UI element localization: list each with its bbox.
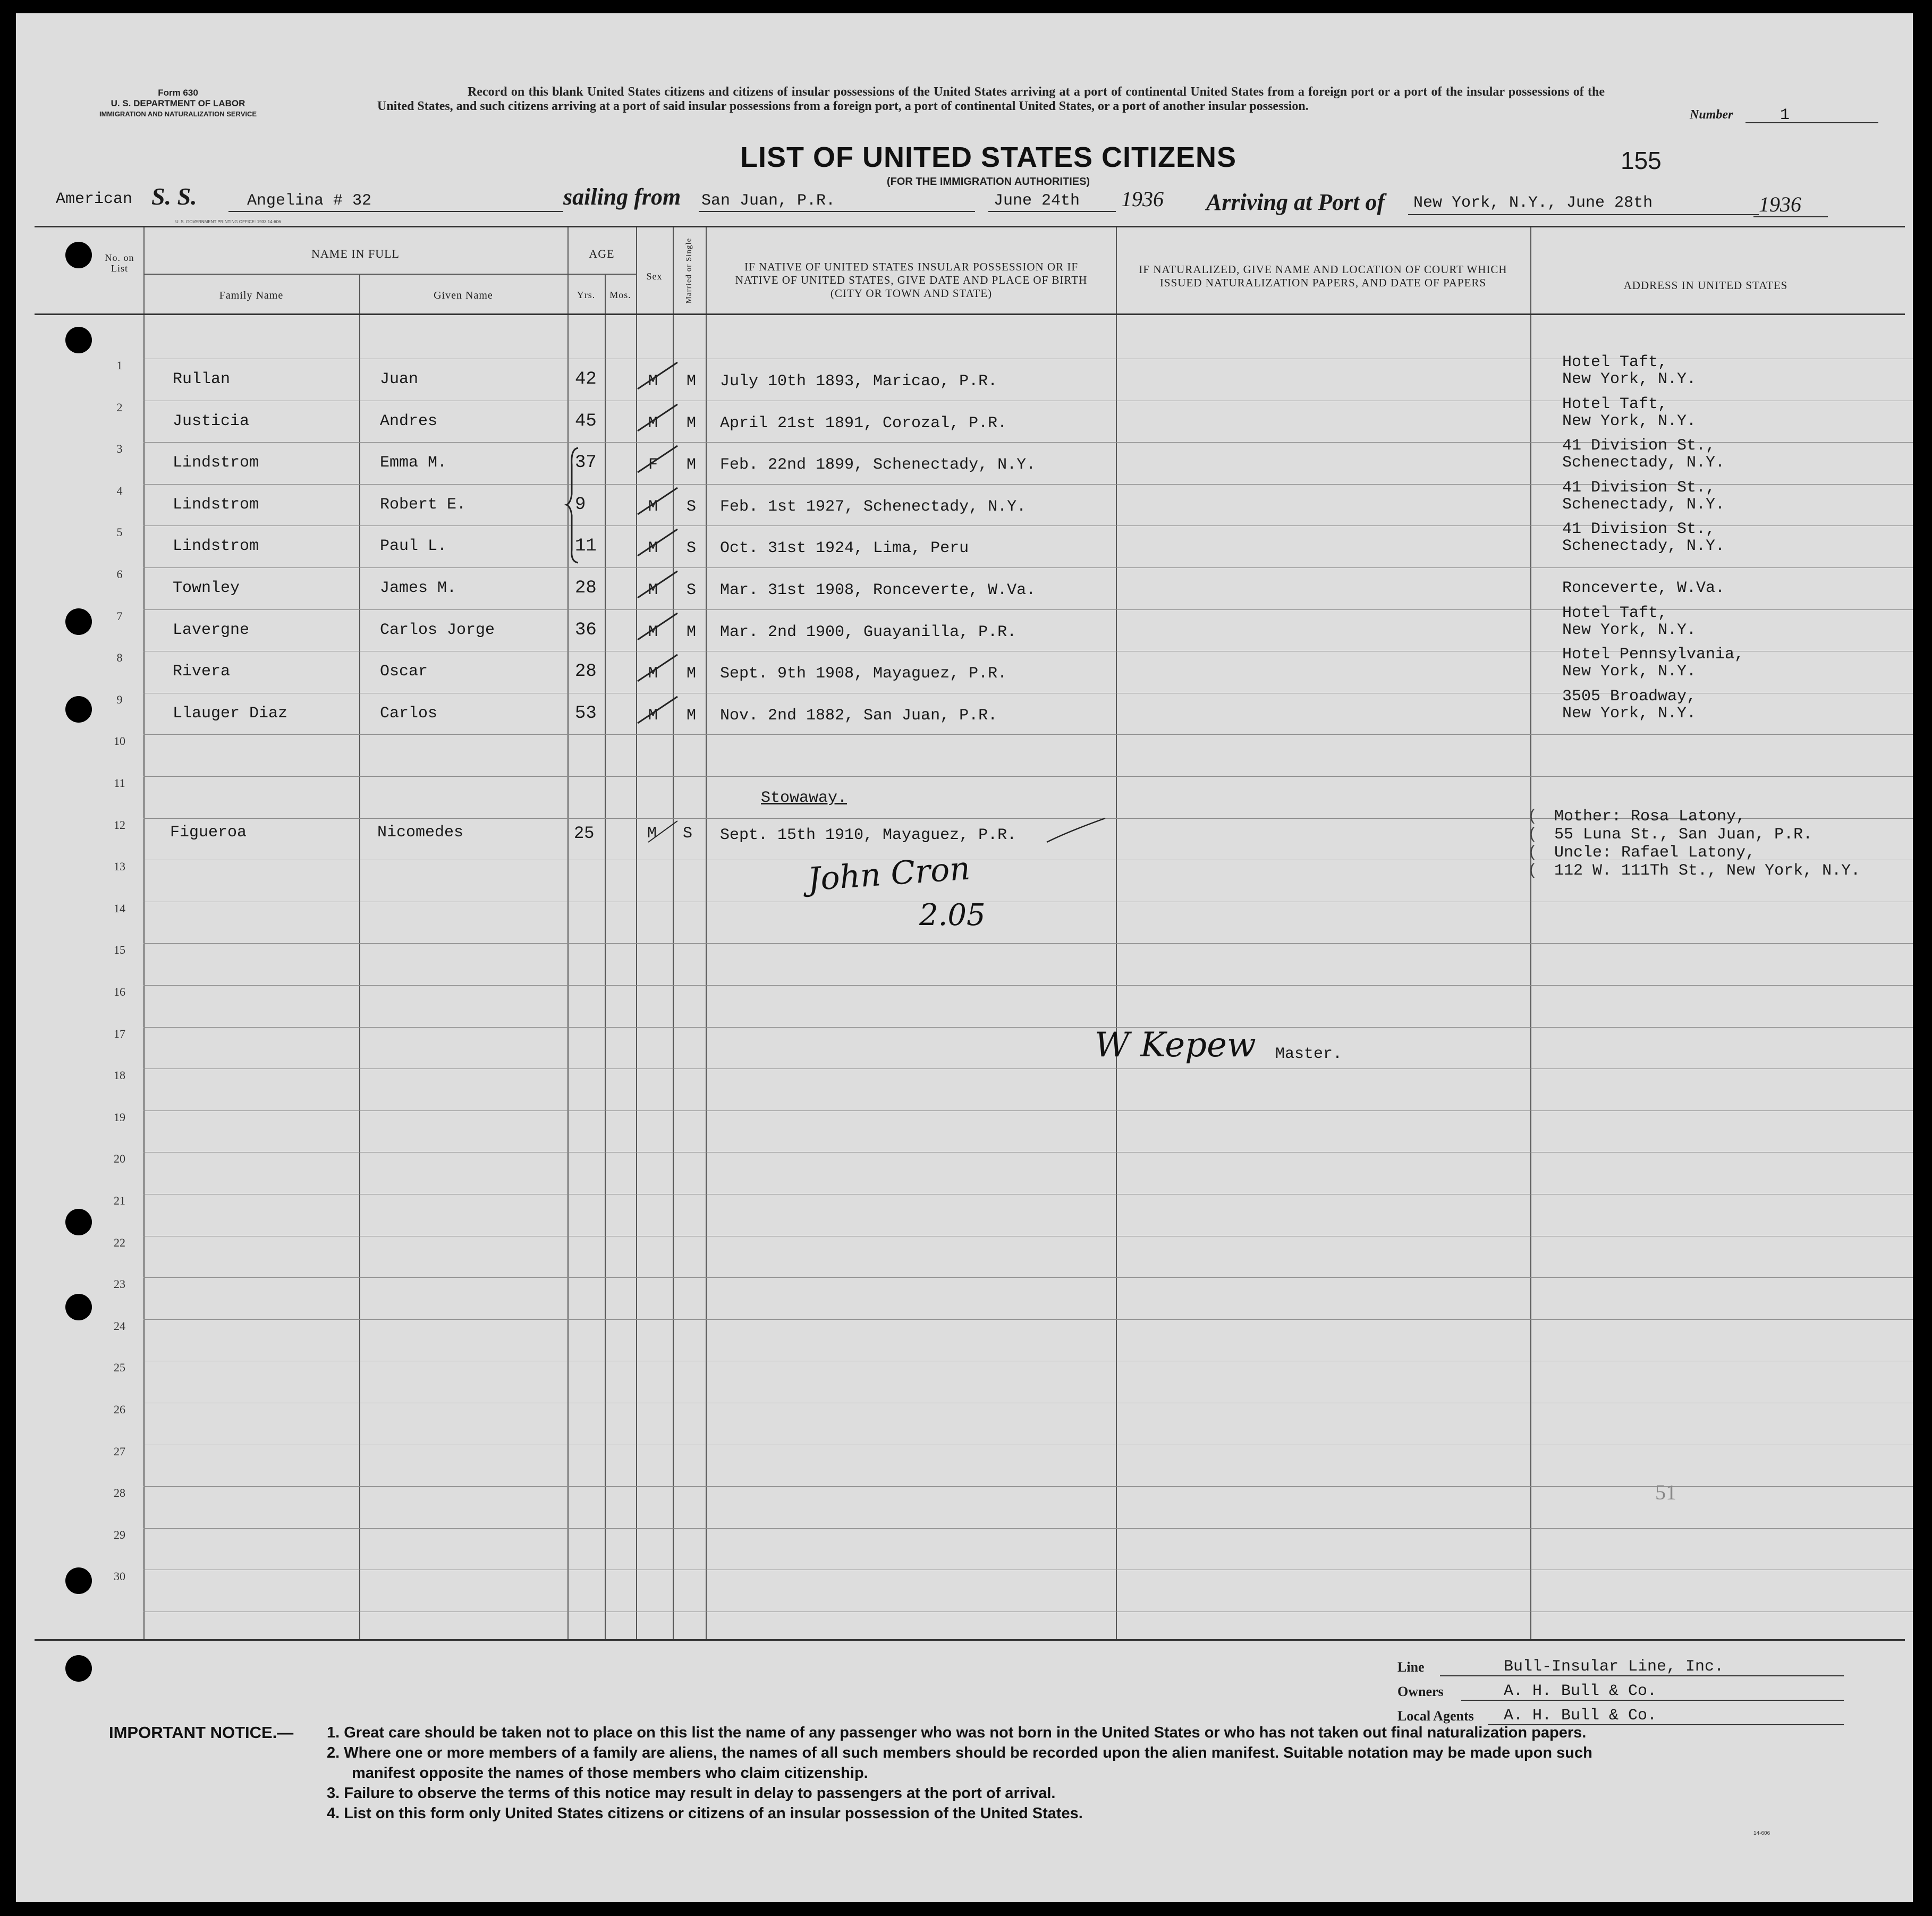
address-line-2: Ronceverte, W.Va. — [1562, 579, 1725, 597]
age-years: 37 — [575, 453, 597, 473]
birth-info: Mar. 31st 1908, Ronceverte, W.Va. — [720, 581, 1036, 599]
row-number: 2 — [116, 401, 123, 414]
row-number: 23 — [114, 1277, 125, 1291]
marital-status: S — [687, 498, 697, 516]
given-name: Juan — [380, 370, 419, 388]
row-number: 6 — [116, 567, 123, 581]
sailing-label: sailing from — [563, 184, 681, 210]
birth-info: Oct. 31st 1924, Lima, Peru — [720, 539, 969, 557]
ruled-line — [143, 734, 1913, 735]
age-years: 53 — [575, 703, 597, 724]
marital-status: M — [687, 707, 697, 725]
col-header-naturalized: IF NATURALIZED, GIVE NAME AND LOCATION OF COURT WHICH ISSUED NATURALIZATION PAPERS, AND DATE OF PAPERS — [1139, 263, 1507, 289]
stowaway-sex: M — [647, 825, 657, 843]
given-name: Andres — [380, 412, 438, 430]
row-number: 22 — [114, 1236, 125, 1249]
row-number: 7 — [116, 609, 123, 623]
master-label: Master. — [1275, 1045, 1343, 1063]
ss-label: S. S. — [151, 183, 197, 210]
col-header-married: Married or Single — [684, 238, 693, 303]
from-port: San Juan, P.R. — [701, 192, 836, 210]
sail-year: 1936 — [1121, 187, 1164, 211]
stowaway-address-line: 55 Luna St., San Juan, P.R. — [1554, 826, 1813, 844]
row-number: 15 — [114, 943, 125, 956]
given-name: Emma M. — [380, 454, 447, 472]
punch-hole — [65, 327, 92, 353]
row-number: 9 — [116, 693, 123, 706]
manifest-sheet — [16, 13, 1913, 1902]
given-name: Carlos Jorge — [380, 621, 495, 639]
marital-status: S — [687, 539, 697, 557]
address-line-1: 41 Division St., — [1562, 437, 1716, 455]
sex: M — [648, 498, 658, 516]
marital-status: S — [687, 581, 697, 599]
punch-hole — [65, 1294, 92, 1320]
col-header-sex: Sex — [646, 271, 663, 282]
row-number: 29 — [114, 1528, 125, 1541]
handwritten-name: John Cron — [806, 850, 971, 898]
address-line-2: Schenectady, N.Y. — [1562, 537, 1725, 555]
check-mark — [627, 482, 685, 520]
agents-value: A. H. Bull & Co. — [1504, 1707, 1657, 1725]
family-name: Lindstrom — [173, 496, 259, 514]
check-mark — [627, 399, 685, 436]
birth-info: Feb. 1st 1927, Schenectady, N.Y. — [720, 498, 1027, 516]
col-header-name-in-full: NAME IN FULL — [311, 247, 400, 260]
punch-hole — [65, 608, 92, 635]
check-mark — [627, 524, 685, 561]
owners-label: Owners — [1397, 1684, 1444, 1699]
address-line-1: 41 Division St., — [1562, 479, 1716, 497]
service-name: IMMIGRATION AND NATURALIZATION SERVICE — [99, 110, 257, 118]
arriving-label: Arriving at Port of — [1206, 189, 1385, 215]
form-number: Form 630 — [158, 88, 198, 98]
arrival-year: 1936 — [1759, 192, 1801, 216]
check-stroke — [638, 571, 677, 598]
birth-info: Sept. 9th 1908, Mayaguez, P.R. — [720, 665, 1007, 683]
birth-info: April 21st 1891, Corozal, P.R. — [720, 414, 1007, 433]
sex: M — [648, 372, 658, 391]
sex: F — [648, 456, 658, 474]
family-bracket — [563, 444, 584, 566]
row-number: 21 — [114, 1194, 125, 1207]
ruled-line — [143, 985, 1913, 986]
given-name: Carlos — [380, 705, 438, 723]
stowaway-pen-marks — [632, 816, 1111, 847]
nationality: American — [56, 190, 133, 208]
stowaway-address-line: 112 W. 111Th St., New York, N.Y. — [1554, 862, 1861, 880]
row-number: 4 — [116, 484, 123, 497]
row-number: 20 — [114, 1152, 125, 1165]
punch-hole — [65, 1655, 92, 1682]
sex: M — [648, 539, 658, 557]
notice-line: 1. Great care should be taken not to place on this list the name of any passenger who was not born in the United States or who has not taken out final naturalization papers. — [327, 1724, 1587, 1741]
stowaway-address-line: Uncle: Rafael Latony, — [1554, 844, 1756, 862]
line-label: Line — [1397, 1659, 1425, 1675]
age-years: 11 — [575, 536, 597, 556]
row-number: 14 — [114, 902, 125, 915]
notice-line: 4. List on this form only United States citizens or citizens of an insular possession of the United States. — [327, 1805, 1083, 1822]
punch-hole — [65, 1209, 92, 1235]
age-years: 9 — [575, 495, 586, 515]
ruled-line — [143, 776, 1913, 777]
col-header-yrs: Yrs. — [577, 290, 596, 300]
given-name: Oscar — [380, 663, 428, 681]
check-stroke — [638, 613, 677, 640]
stowaway-family-name: Figueroa — [170, 824, 247, 842]
row-number: 5 — [116, 525, 123, 539]
col-header-mos: Mos. — [609, 290, 631, 300]
address-line-1: Hotel Pennsylvania, — [1562, 646, 1744, 664]
table-bottom-border — [35, 1639, 1905, 1641]
owners-value: A. H. Bull & Co. — [1504, 1682, 1657, 1700]
arrival-port-date: New York, N.Y., June 28th — [1413, 194, 1653, 212]
page-stamp: 155 — [1621, 147, 1662, 174]
address-line-2: New York, N.Y. — [1562, 705, 1697, 723]
check-stroke — [638, 446, 677, 472]
family-name: Rullan — [173, 370, 231, 388]
address-parentheses: ( ( ( ( — [1528, 808, 1538, 880]
check-mark — [627, 649, 685, 686]
ruled-line — [143, 1486, 1913, 1487]
notice-heading: IMPORTANT NOTICE.— — [109, 1723, 294, 1742]
stowaway-birth: Sept. 15th 1910, Mayaguez, P.R. — [720, 826, 1017, 844]
ruled-line — [143, 1110, 1913, 1111]
line-value: Bull-Insular Line, Inc. — [1504, 1658, 1724, 1676]
stowaway-address — [1554, 808, 1860, 880]
handwritten-number: 2.05 — [919, 898, 986, 932]
punch-hole — [65, 242, 92, 268]
sex: M — [648, 665, 658, 683]
check-stroke — [638, 697, 677, 723]
check-stroke — [638, 404, 677, 431]
check-stroke — [638, 655, 677, 681]
given-name: James M. — [380, 579, 457, 597]
master-signature: W Kepew — [1095, 1025, 1256, 1065]
row-number: 30 — [114, 1570, 125, 1583]
family-name: Llauger Diaz — [173, 705, 288, 723]
address-line-1: Hotel Taft, — [1562, 604, 1668, 622]
punch-hole — [65, 1567, 92, 1594]
birth-info: July 10th 1893, Maricao, P.R. — [720, 372, 998, 391]
check-mark — [627, 357, 685, 394]
family-name: Townley — [173, 579, 240, 597]
department-name: U. S. DEPARTMENT OF LABOR — [111, 98, 245, 108]
agents-label: Local Agents — [1397, 1708, 1474, 1724]
ruled-line — [143, 1528, 1913, 1529]
row-number: 24 — [114, 1319, 125, 1333]
address-line-2: New York, N.Y. — [1562, 663, 1697, 681]
notice-line: 2. Where one or more members of a family are aliens, the names of all such members should be recorded upon the alien manifest. Suitable notation may be made upon such — [327, 1744, 1592, 1761]
marital-status: M — [687, 414, 697, 433]
instructions-text: Record on this blank United States citizens and citizens of insular possessions of the United States arriving at a port of continental United States from a foreign port or a port of the insular possessions of the United States, and such citizens arriving at a port of said insular possessions from a foreign port, a port of continental United States, or a port of another insular possession. — [377, 85, 1605, 113]
age-years: 28 — [575, 578, 597, 598]
col-header-given-name: Given Name — [434, 290, 493, 301]
address-line-2: Schenectady, N.Y. — [1562, 454, 1725, 472]
row-number: 1 — [116, 359, 123, 372]
table-top-border — [35, 226, 1905, 227]
marital-status: M — [687, 456, 697, 474]
stowaway-given-name: Nicomedes — [377, 824, 464, 842]
check-mark — [627, 608, 685, 645]
family-name: Lindstrom — [173, 454, 259, 472]
row-number: 16 — [114, 985, 125, 998]
address-line-1: Hotel Taft, — [1562, 395, 1668, 413]
check-mark — [627, 440, 685, 478]
address-line-2: New York, N.Y. — [1562, 412, 1697, 430]
ruled-line — [143, 1277, 1913, 1278]
family-name: Lindstrom — [173, 537, 259, 555]
age-years: 42 — [575, 369, 597, 389]
row-number: 8 — [116, 651, 123, 664]
printer-note: U. S. GOVERNMENT PRINTING OFFICE: 1933 14-606 — [175, 219, 281, 224]
address-line-1: 3505 Broadway, — [1562, 688, 1697, 706]
ruled-line — [143, 943, 1913, 944]
age-years: 36 — [575, 620, 597, 640]
punch-hole — [65, 696, 92, 723]
address-line-2: New York, N.Y. — [1562, 621, 1697, 639]
family-name: Rivera — [173, 663, 231, 681]
ruled-line — [143, 1319, 1913, 1320]
given-name: Paul L. — [380, 537, 447, 555]
check-mark — [627, 691, 685, 728]
family-name: Justicia — [173, 412, 250, 430]
sex: M — [648, 581, 658, 599]
col-header-birth: IF NATIVE OF UNITED STATES INSULAR POSSESSION OR IF NATIVE OF UNITED STATES, GIVE DATE AND PLACE OF BIRTH (CITY OR TOWN AND STATE) — [735, 260, 1088, 300]
form-identification — [96, 88, 260, 120]
col-header-age: AGE — [589, 247, 615, 260]
sex: M — [648, 414, 658, 433]
row-number: 18 — [114, 1069, 125, 1082]
age-years: 45 — [575, 411, 597, 431]
birth-info: Mar. 2nd 1900, Guayanilla, P.R. — [720, 623, 1017, 641]
col-header-family-name: Family Name — [219, 290, 284, 301]
marital-status: M — [687, 665, 697, 683]
sex: M — [648, 707, 658, 725]
number-value: 1 — [1780, 106, 1790, 124]
row-number: 13 — [114, 860, 125, 873]
page-subtitle: (FOR THE IMMIGRATION AUTHORITIES) — [886, 176, 1090, 188]
row-number: 28 — [114, 1486, 125, 1499]
corner-mark: 51 — [1655, 1480, 1676, 1504]
family-name: Lavergne — [173, 621, 250, 639]
check-stroke — [638, 362, 677, 389]
stowaway-address-line: Mother: Rosa Latony, — [1554, 808, 1746, 826]
given-name: Robert E. — [380, 496, 467, 514]
notice-line: 3. Failure to observe the terms of this notice may result in delay to passengers at the port of arrival. — [327, 1785, 1056, 1802]
sail-date: June 24th — [994, 192, 1080, 210]
marital-status: M — [687, 372, 697, 391]
check-mark — [627, 566, 685, 603]
check-stroke — [638, 488, 677, 514]
row-number: 3 — [116, 442, 123, 455]
ruled-line — [143, 567, 1913, 568]
stowaway-label: Stowaway. — [761, 789, 848, 807]
address-line-2: Schenectady, N.Y. — [1562, 496, 1725, 514]
vessel-name: Angelina # 32 — [247, 192, 372, 210]
age-years: 28 — [575, 662, 597, 682]
notice-line: manifest opposite the names of those members who claim citizenship. — [352, 1765, 868, 1782]
col-header-married-wrap — [673, 228, 706, 312]
col-header-address: ADDRESS IN UNITED STATES — [1623, 279, 1788, 292]
number-label: Number — [1690, 108, 1733, 122]
address-line-1: Hotel Taft, — [1562, 353, 1668, 371]
col-header-no: No. on List — [105, 252, 134, 274]
address-line-2: New York, N.Y. — [1562, 370, 1697, 388]
bottom-code: 14-606 — [1753, 1830, 1770, 1836]
marital-status: M — [687, 623, 697, 641]
birth-info: Feb. 22nd 1899, Schenectady, N.Y. — [720, 456, 1036, 474]
page-title: LIST OF UNITED STATES CITIZENS — [740, 141, 1236, 173]
check-stroke — [638, 529, 677, 556]
row-number: 11 — [114, 776, 125, 790]
row-number: 10 — [114, 734, 125, 748]
address-line-1: 41 Division St., — [1562, 520, 1716, 538]
stowaway-marital: S — [683, 825, 693, 843]
row-number: 26 — [114, 1403, 125, 1416]
row-number: 17 — [114, 1027, 125, 1040]
row-number: 27 — [114, 1445, 125, 1458]
row-number: 25 — [114, 1361, 125, 1374]
birth-info: Nov. 2nd 1882, San Juan, P.R. — [720, 707, 998, 725]
stowaway-age: 25 — [574, 824, 595, 843]
row-number: 19 — [114, 1110, 125, 1124]
row-number: 12 — [114, 818, 125, 832]
ruled-line — [143, 1027, 1913, 1028]
sex: M — [648, 623, 658, 641]
